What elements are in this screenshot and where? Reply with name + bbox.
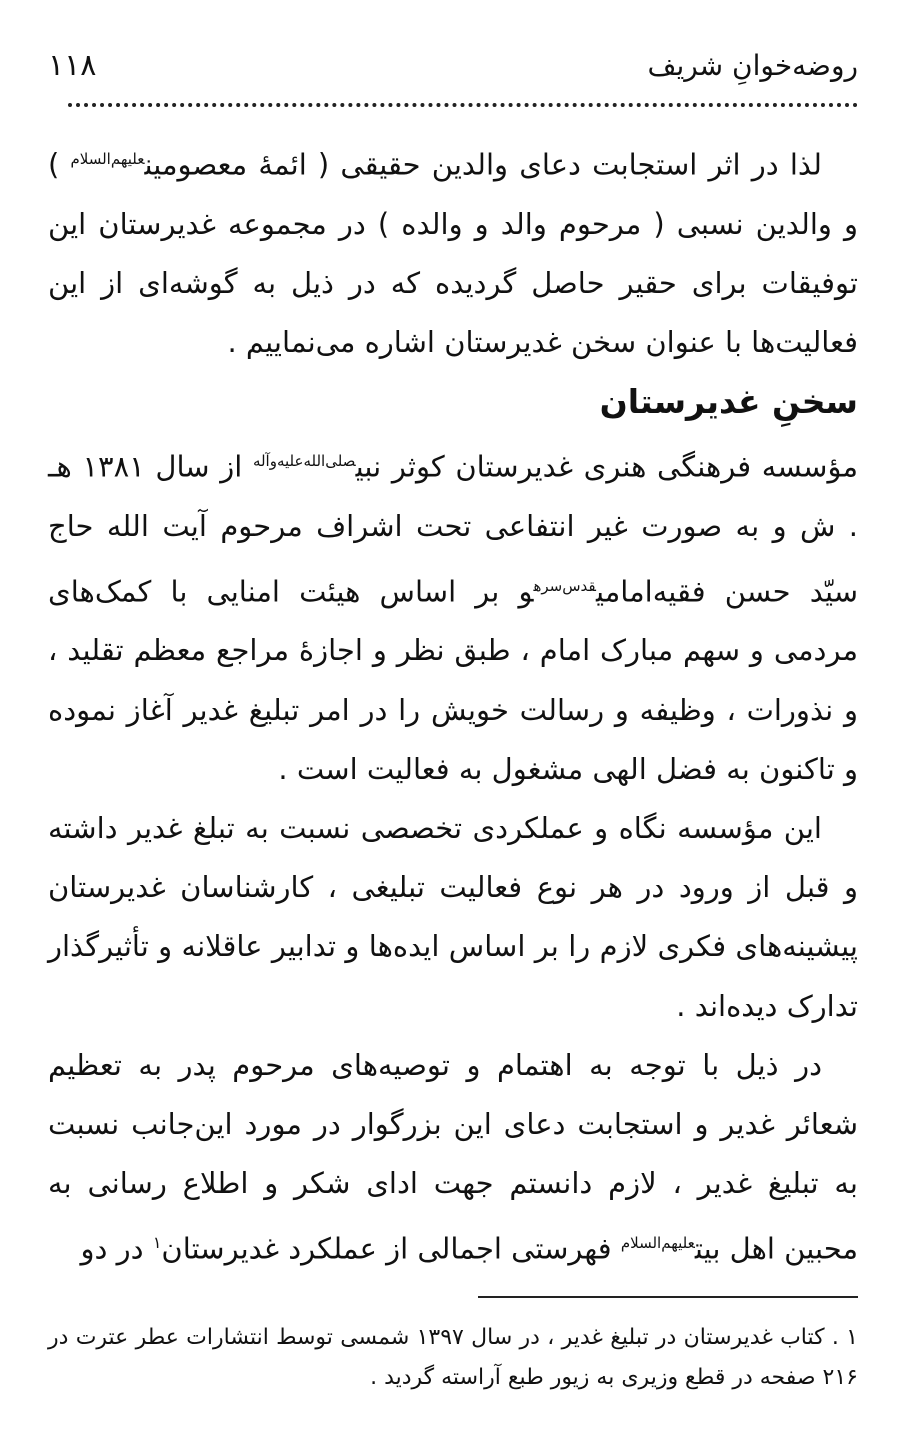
running-title: روضه‌خوانِ شریف xyxy=(647,48,858,82)
header-dotted-divider xyxy=(68,103,858,107)
footnote-divider xyxy=(478,1296,858,1298)
paragraph-intro-text-a: لذا در اثر استجابت دعای والدین حقیقی ( ائمۀ معصومین xyxy=(144,147,822,182)
page-number: ۱۱۸ xyxy=(48,47,97,83)
honorific-glyph: قدس‌سره xyxy=(533,576,597,595)
body-text xyxy=(48,130,858,1279)
paragraph-institute-text-c: و بر اساس هیئت امنایی با کمک‌های مردمی و سهم مبارک امام ، طبق نظر و اجازۀ مراجع معظم تقلید ، و نذورات ، وظیفه و رسالت خویش را در امر تبلیغ غدیر آغاز نموده و تاکنون به فضل الهی مشغول به فعالیت است . xyxy=(48,574,858,786)
paragraph-institute xyxy=(48,432,858,799)
book-page xyxy=(48,0,858,1444)
paragraph-institute-text-a: مؤسسه فرهنگی هنری غدیرستان کوثر نبی xyxy=(355,450,859,485)
paragraph-summary-text-a: در ذیل با توجه به اهتمام و توصیه‌های مرحوم پدر به تعظیم شعائر غدیر و استجابت دعای این بزرگوار در مورد این‌جانب نسبت به تبلیغ غدیر ، لازم دانستم جهت ادای شکر و اطلاع رسانی به محبین اهل بیت xyxy=(48,1047,858,1267)
paragraph-summary-text-b: فهرستی اجمالی از عملکرد غدیرستان xyxy=(161,1232,621,1267)
section-heading: سخنِ غدیرستان xyxy=(599,382,858,422)
paragraph-intro xyxy=(48,130,858,372)
honorific-glyph: علیهم‌السلام xyxy=(70,150,145,168)
paragraph-approach: این مؤسسه نگاه و عملکردی تخصصی نسبت به تبلغ غدیر داشته و قبل از ورود در هر نوع فعالیت تبلیغی ، کارشناسان غدیرستان پیشینه‌های فکری لازم را بر اساس ایده‌ها و تدابیر عاقلانه و تأثیرگذار تدارک دیده‌اند . xyxy=(48,811,858,1023)
paragraph-intro-text-b: ) و والدین نسبی ( مرحوم والد و والده ) در مجموعه غدیرستان این توفیقات برای حقیر حاصل گردیده که در ذیل به گوشه‌ای از این فعالیت‌ها با عنوان سخن غدیرستان اشاره می‌نماییم . xyxy=(48,147,858,360)
paragraph-summary xyxy=(48,1036,858,1279)
footnote: ۱ . کتاب غدیرستان در تبلیغ غدیر ، در سال ۱۳۹۷ شمسی توسط انتشارات عطر عترت در ۲۱۶ صفحه در قطع وزیری به زیور طبع آراسته گردید . xyxy=(48,1325,858,1390)
paragraph-institute-text-b: از سال ۱۳۸۱ هـ . ش و به صورت غیر انتفاعی تحت اشراف مرحوم آیت الله حاج سیّد حسن فقیه‌امامی xyxy=(48,450,858,609)
paragraph-summary-text-c: در دو xyxy=(80,1232,153,1267)
honorific-glyph: صلی‌الله‌علیه‌وآله xyxy=(252,452,356,471)
footnote-reference: ۱ xyxy=(152,1233,162,1253)
page-header xyxy=(48,40,858,90)
honorific-glyph: علیهم‌السلام xyxy=(620,1234,695,1253)
